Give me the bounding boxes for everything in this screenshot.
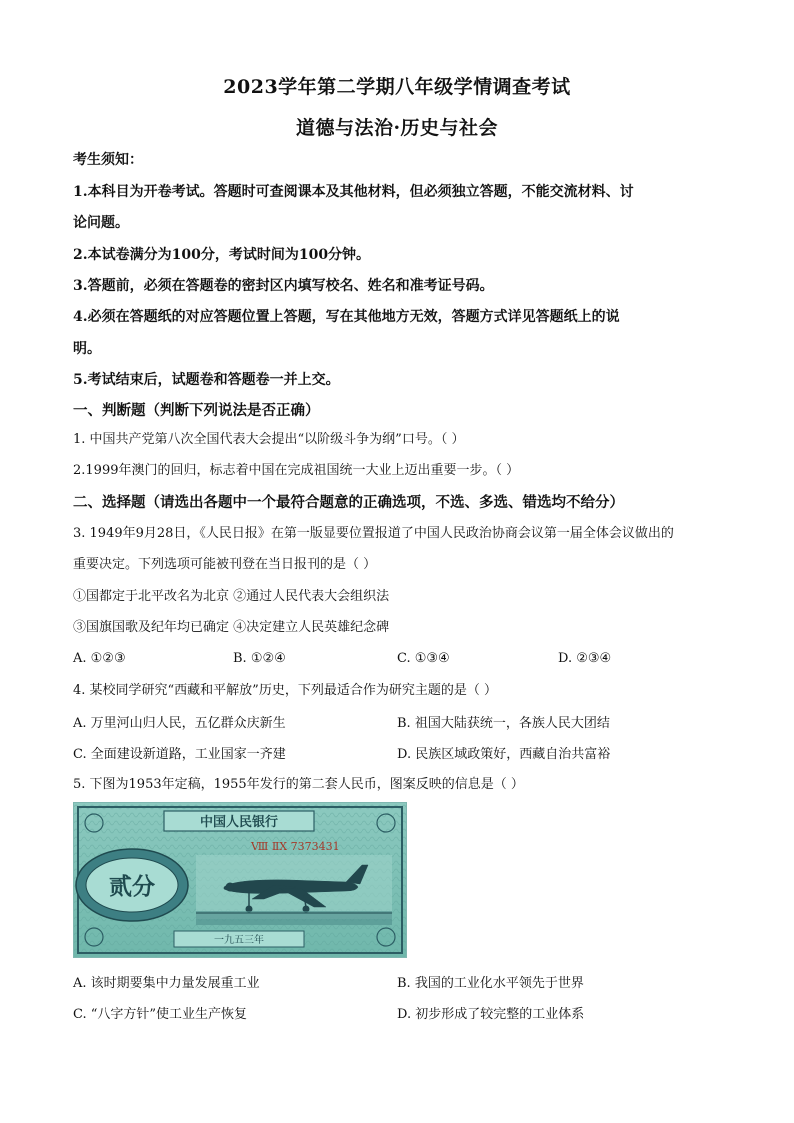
exam-subtitle: 道德与法治·历史与社会 bbox=[295, 117, 499, 139]
notice-item: 1.本科目为开卷考试。答题时可查阅课本及其他材料，但必须独立答题，不能交流材料、讨 bbox=[73, 184, 634, 200]
option-b: B. 我国的工业化水平领先于世界 bbox=[397, 976, 584, 991]
bank-name: 中国人民银行 bbox=[199, 815, 279, 830]
question-5-stem: 5. 下图为1953年定稿，1955年发行的第二套人民币，图案反映的信息是（ ） bbox=[73, 777, 524, 792]
exam-title: 2023学年第二学期八年级学情调查考试 bbox=[223, 76, 571, 98]
option-d: D. 民族区域政策好，西藏自治共富裕 bbox=[397, 747, 611, 762]
notice-item: 4.必须在答题纸的对应答题位置上答题，写在其他地方无效，答题方式详见答题纸上的说 bbox=[73, 309, 620, 325]
section-heading: 二、选择题（请选出各题中一个最符合题意的正确选项，不选、多选、错选均不给分） bbox=[73, 494, 624, 511]
notice-heading: 考生须知： bbox=[73, 152, 143, 168]
question-2: 2.1999年澳门的回归，标志着中国在完成祖国统一大业上迈出重要一步。（ ） bbox=[73, 463, 520, 478]
notice-item: 论问题。 bbox=[73, 215, 129, 231]
option-b: B. 祖国大陆获统一，各族人民大团结 bbox=[397, 716, 610, 731]
section-heading: 一、判断题（判断下列说法是否正确） bbox=[73, 402, 320, 419]
option-c: C. ①③④ bbox=[397, 651, 450, 666]
question-1: 1. 中国共产党第八次全国代表大会提出“以阶级斗争为纲”口号。（ ） bbox=[73, 432, 465, 447]
option-c: C. “八字方针”使工业生产恢复 bbox=[73, 1007, 248, 1022]
year-label: 一九五三年 bbox=[214, 935, 264, 946]
option-c: C. 全面建设新道路，工业国家一齐建 bbox=[73, 747, 286, 762]
option-b: B. ①②④ bbox=[233, 651, 286, 666]
option-a: A. 万里河山归人民，五亿群众庆新生 bbox=[73, 716, 286, 731]
option-a: A. 该时期要集中力量发展重工业 bbox=[73, 976, 260, 991]
denomination-label: 贰分 bbox=[109, 873, 155, 900]
serial-number: Ⅷ ⅡⅩ 7373431 bbox=[251, 840, 340, 853]
notice-item: 3.答题前，必须在答题卷的密封区内填写校名、姓名和准考证号码。 bbox=[73, 278, 494, 294]
notice-item: 5.考试结束后，试题卷和答题卷一并上交。 bbox=[73, 372, 340, 388]
question-3-statement: ①国都定于北平改名为北京 ②通过人民代表大会组织法 bbox=[73, 589, 390, 604]
question-3-stem: 3. 1949年9月28日，《人民日报》在第一版显要位置报道了中国人民政治协商会议第一届全体会议做出的 bbox=[73, 526, 674, 541]
notice-item: 2.本试卷满分为100分，考试时间为100分钟。 bbox=[73, 247, 371, 263]
option-d: D. ②③④ bbox=[558, 651, 612, 666]
notice-item: 明。 bbox=[73, 341, 101, 357]
question-3-statement: ③国旗国歌及纪年均已确定 ④决定建立人民英雄纪念碑 bbox=[73, 620, 390, 635]
banknote-image bbox=[73, 802, 407, 958]
option-d: D. 初步形成了较完整的工业体系 bbox=[397, 1007, 585, 1022]
question-3-stem: 重要决定。下列选项可能被刊登在当日报刊的是（ ） bbox=[73, 557, 377, 572]
question-4-stem: 4. 某校同学研究“西藏和平解放”历史，下列最适合作为研究主题的是（ ） bbox=[73, 683, 497, 698]
option-a: A. ①②③ bbox=[73, 651, 126, 666]
